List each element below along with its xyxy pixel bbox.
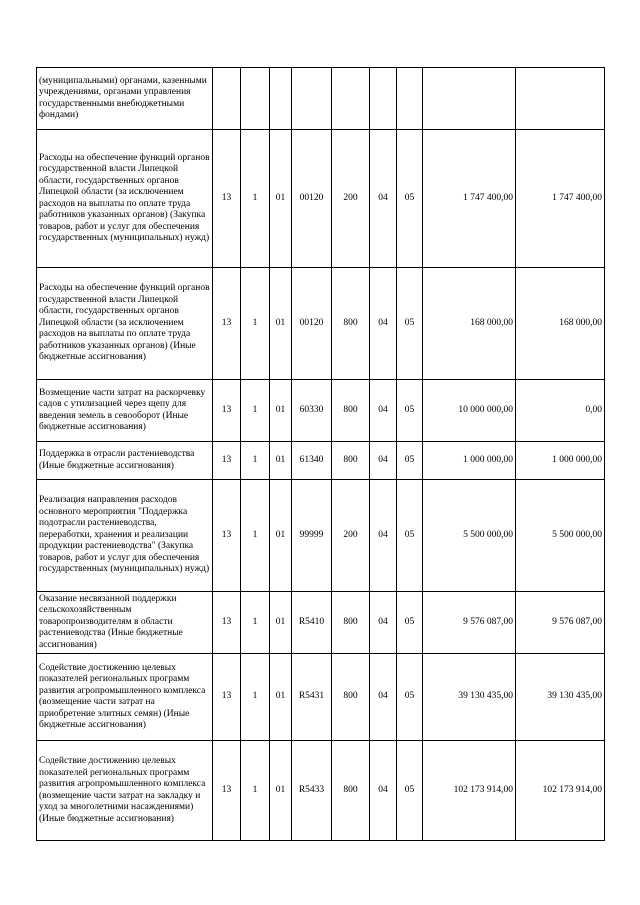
cell-code-2: 1 [241,480,270,592]
cell-amount-1: 1 000 000,00 [423,442,516,480]
table-row [37,480,605,592]
cell-code-3: 01 [270,380,292,442]
cell-code-3: 01 [270,130,292,268]
cell-code-6: 04 [370,654,397,741]
cell-code-2: 1 [241,741,270,841]
cell-code-1: 13 [213,442,241,480]
cell-code-5: 200 [332,480,370,592]
cell-code-4: R5431 [292,654,332,741]
cell-code-4 [292,68,332,130]
cell-code-2 [241,68,270,130]
cell-code-5: 800 [332,592,370,654]
cell-amount-1: 102 173 914,00 [423,741,516,841]
cell-code-5: 800 [332,442,370,480]
cell-amount-2: 102 173 914,00 [516,741,605,841]
cell-amount-2: 1 000 000,00 [516,442,605,480]
cell-code-5: 800 [332,380,370,442]
cell-code-7: 05 [397,130,423,268]
row-name: Расходы на обеспечение функций органов государственной власти Липецкой области, государственных органов Липецкой области (за исключением расходов на выплаты по оплате труда работников указанных органов) (Закупка товаров, работ и услуг для обеспечения государственных (муниципальных) нужд) [37,130,213,268]
cell-code-3 [270,68,292,130]
cell-amount-2 [516,68,605,130]
cell-code-1: 13 [213,480,241,592]
cell-amount-2: 5 500 000,00 [516,480,605,592]
cell-amount-1: 168 000,00 [423,268,516,380]
cell-code-3: 01 [270,654,292,741]
cell-code-4: 00120 [292,268,332,380]
cell-code-3: 01 [270,480,292,592]
cell-code-3: 01 [270,592,292,654]
cell-code-1: 13 [213,130,241,268]
cell-code-2: 1 [241,654,270,741]
cell-code-6: 04 [370,268,397,380]
cell-code-1: 13 [213,268,241,380]
table-row [37,130,605,268]
cell-code-2: 1 [241,130,270,268]
cell-code-1: 13 [213,654,241,741]
row-name: Поддержка в отрасли растениеводства (Иные бюджетные ассигнования) [37,442,213,480]
cell-code-7: 05 [397,480,423,592]
cell-code-4: 99999 [292,480,332,592]
cell-code-3: 01 [270,442,292,480]
cell-code-6: 04 [370,442,397,480]
cell-code-1: 13 [213,380,241,442]
cell-amount-1: 1 747 400,00 [423,130,516,268]
cell-code-3: 01 [270,268,292,380]
table-row [37,68,605,130]
table-row [37,380,605,442]
cell-code-6: 04 [370,130,397,268]
cell-code-5: 200 [332,130,370,268]
cell-code-6: 04 [370,592,397,654]
table-row [37,592,605,654]
cell-code-1 [213,68,241,130]
cell-amount-2: 1 747 400,00 [516,130,605,268]
cell-code-6 [370,68,397,130]
table-row [37,741,605,841]
table-row [37,654,605,741]
cell-code-4: 61340 [292,442,332,480]
cell-code-2: 1 [241,442,270,480]
cell-code-7: 05 [397,442,423,480]
cell-code-1: 13 [213,741,241,841]
cell-code-2: 1 [241,268,270,380]
cell-amount-1: 39 130 435,00 [423,654,516,741]
cell-code-4: 60330 [292,380,332,442]
budget-table [36,67,605,841]
cell-code-1: 13 [213,592,241,654]
cell-amount-2: 168 000,00 [516,268,605,380]
table-row [37,442,605,480]
cell-code-4: R5410 [292,592,332,654]
cell-code-5: 800 [332,654,370,741]
cell-amount-2: 39 130 435,00 [516,654,605,741]
cell-amount-1 [423,68,516,130]
cell-amount-2: 0,00 [516,380,605,442]
row-name: Содействие достижению целевых показателей региональных программ развития агропромышленного комплекса (возмещение части затрат на закладку и уход за многолетними насаждениями) (Иные бюджетные ассигнования) [37,741,213,841]
row-name: Реализация направления расходов основного мероприятия "Поддержка подотрасли растениеводства, переработки, хранения и реализации продукции растениеводства" (Закупка товаров, работ и услуг для обеспечения государственных (муниципальных) нужд) [37,480,213,592]
row-name: (муниципальными) органами, казенными учреждениями, органами управления государственными внебюджетными фондами) [37,68,213,130]
table-body [37,68,605,841]
row-name: Содействие достижению целевых показателей региональных программ развития агропромышленного комплекса (возмещение части затрат на приобретение элитных семян) (Иные бюджетные ассигнования) [37,654,213,741]
cell-code-4: 00120 [292,130,332,268]
cell-code-5 [332,68,370,130]
cell-code-2: 1 [241,592,270,654]
cell-code-5: 800 [332,268,370,380]
cell-code-5: 800 [332,741,370,841]
cell-code-7: 05 [397,268,423,380]
cell-code-6: 04 [370,380,397,442]
cell-code-7 [397,68,423,130]
cell-code-3: 01 [270,741,292,841]
cell-code-6: 04 [370,480,397,592]
cell-code-7: 05 [397,654,423,741]
table-row [37,268,605,380]
row-name: Расходы на обеспечение функций органов государственной власти Липецкой области, государственных органов Липецкой области (за исключением расходов на выплаты по оплате труда работников указанных органов) (Иные бюджетные ассигнования) [37,268,213,380]
cell-code-6: 04 [370,741,397,841]
row-name: Возмещение части затрат на раскорчевку садов с утилизацией через щепу для введения земель в севооборот (Иные бюджетные ассигнования) [37,380,213,442]
cell-code-7: 05 [397,741,423,841]
cell-code-4: R5433 [292,741,332,841]
cell-code-2: 1 [241,380,270,442]
cell-amount-1: 10 000 000,00 [423,380,516,442]
cell-code-7: 05 [397,592,423,654]
cell-code-7: 05 [397,380,423,442]
cell-amount-2: 9 576 087,00 [516,592,605,654]
cell-amount-1: 5 500 000,00 [423,480,516,592]
row-name: Оказание несвязанной поддержки сельскохозяйственным товаропроизводителям в области растениеводства (Иные бюджетные ассигнования) [37,592,213,654]
cell-amount-1: 9 576 087,00 [423,592,516,654]
